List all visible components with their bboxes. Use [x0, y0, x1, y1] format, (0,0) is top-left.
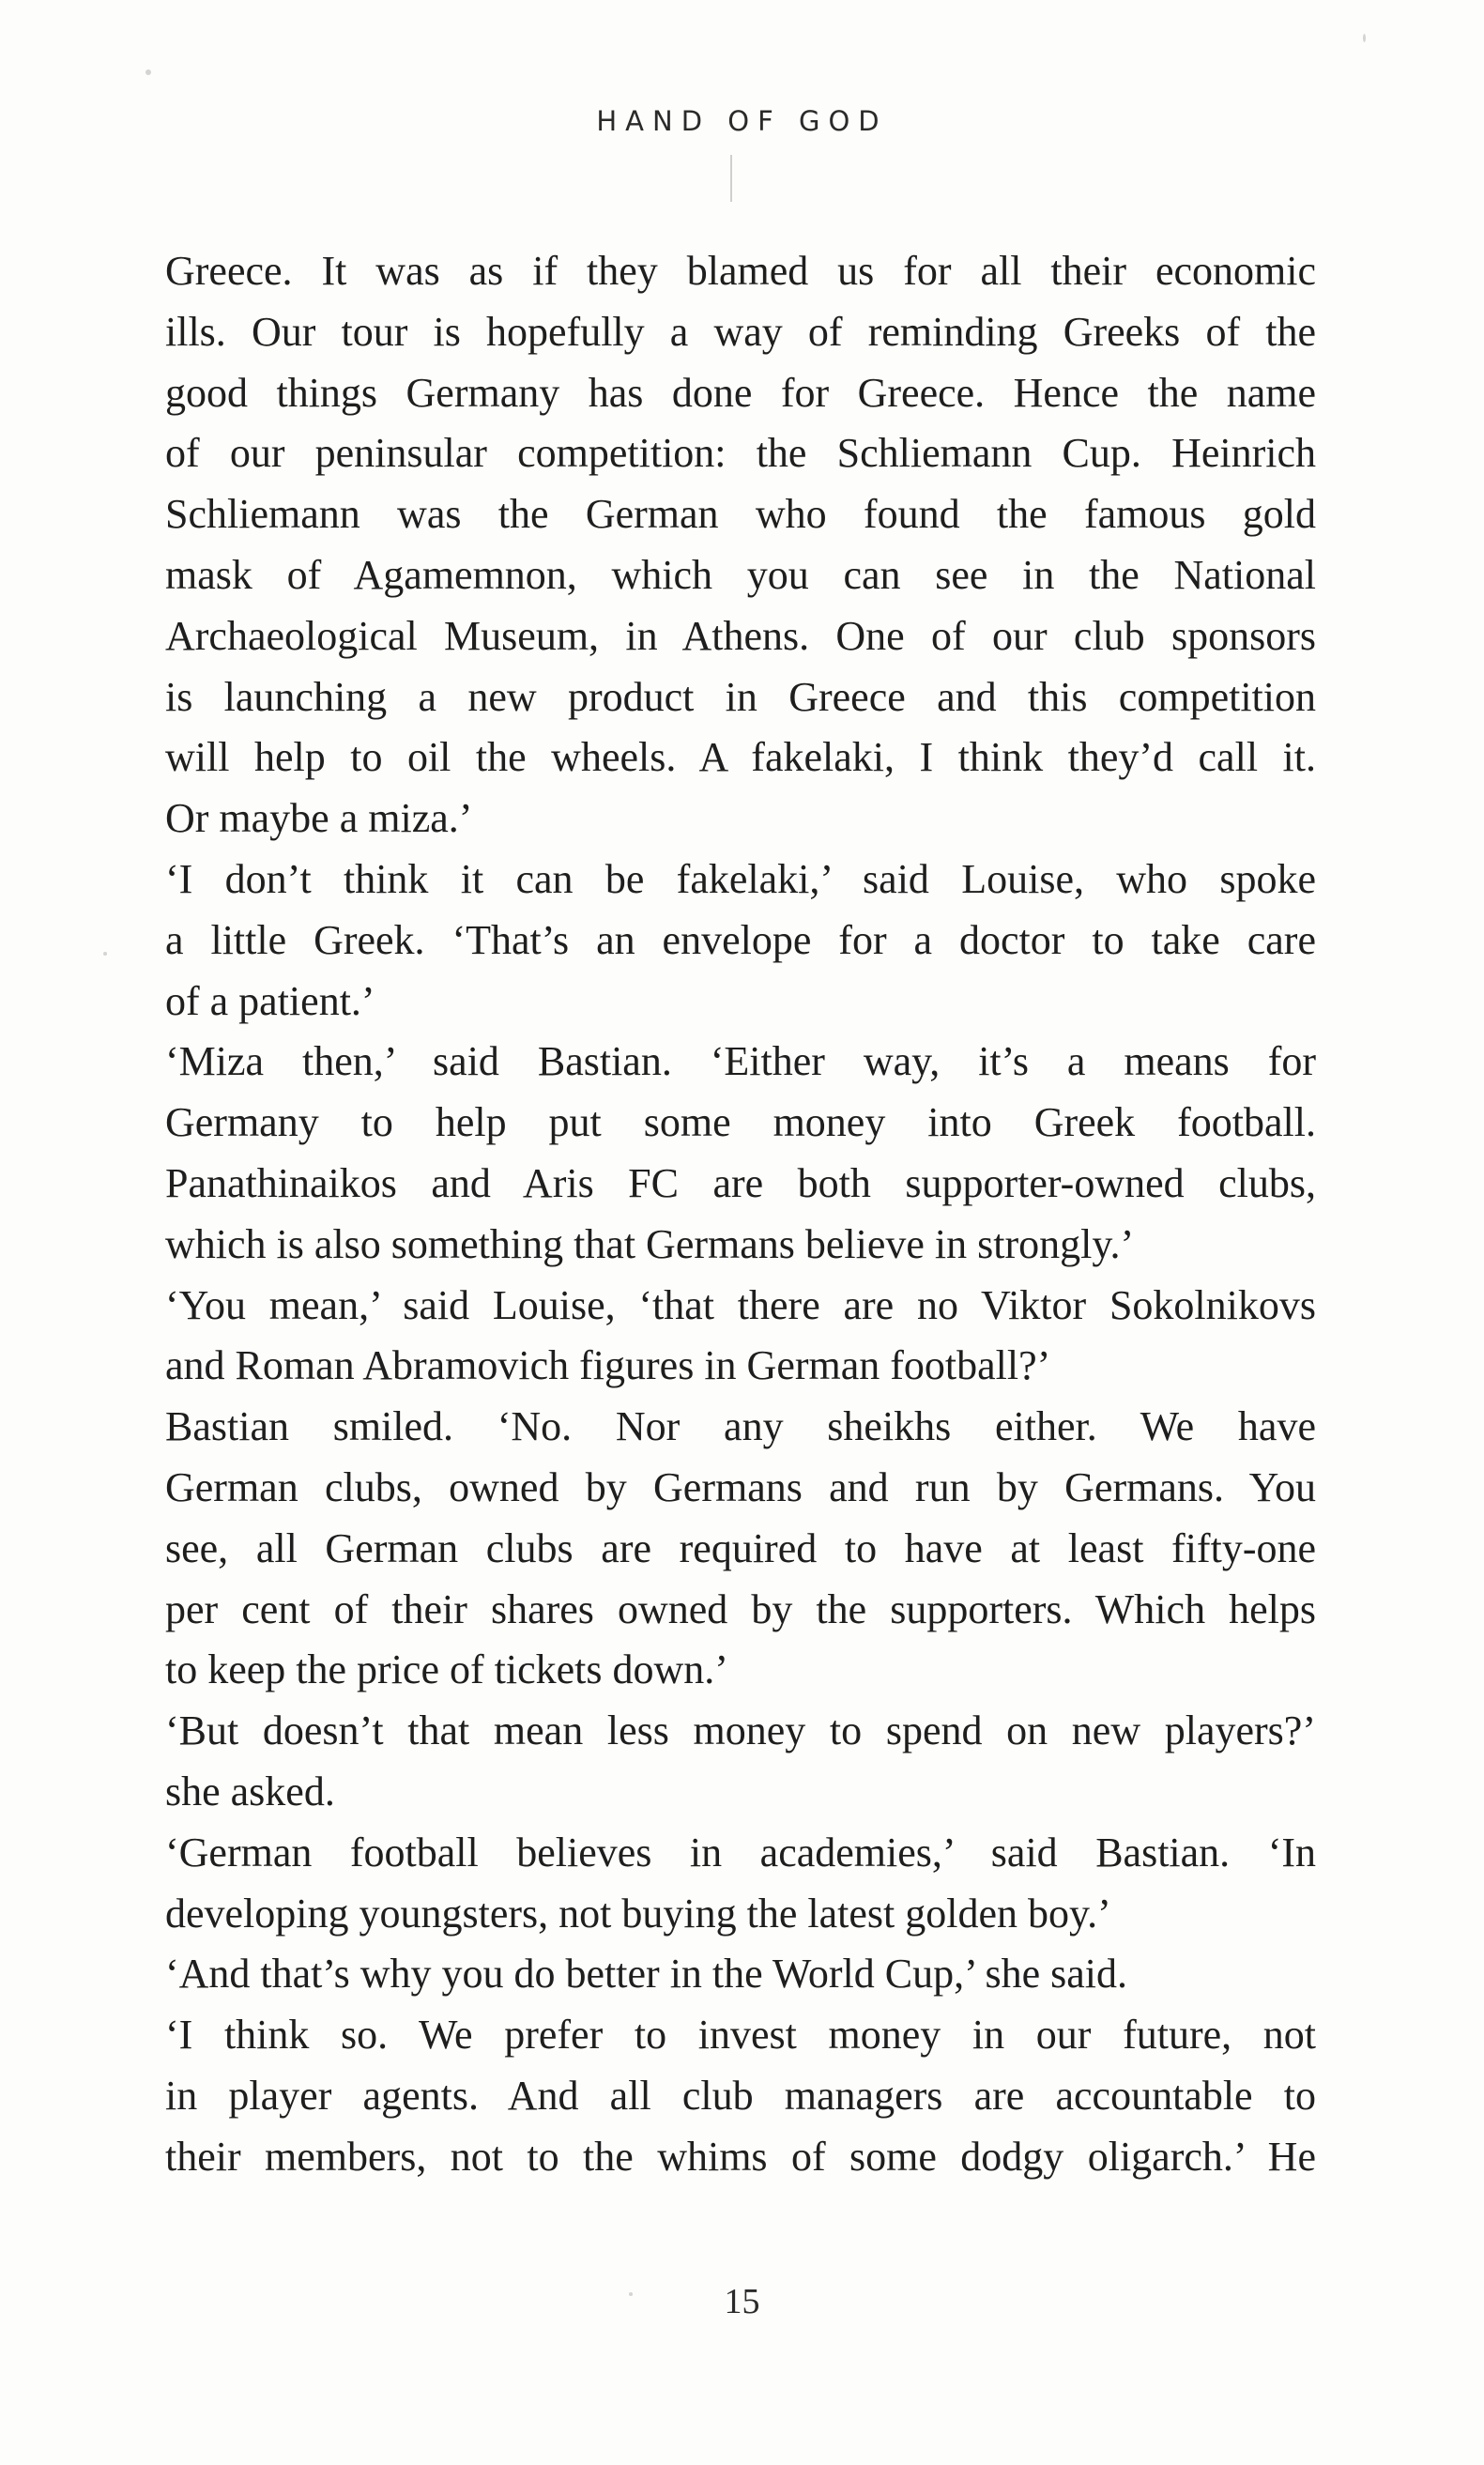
text-line: will help to oil the wheels. A fakelaki, I think they’d call it.	[165, 734, 1316, 781]
page-number: 15	[724, 2282, 760, 2321]
text-line: see, all German clubs are required to have at least fifty-one	[165, 1524, 1316, 1571]
text-line: to keep the price of tickets down.’	[165, 1646, 728, 1693]
text-line: is launching a new product in Greece and this competition	[165, 673, 1316, 720]
text-line: ills. Our tour is hopefully a way of reminding Greeks of the	[165, 308, 1316, 355]
paragraph	[165, 241, 1316, 850]
text-line: good things Germany has done for Greece. Hence the name	[165, 369, 1316, 416]
text-line: in player agents. And all club managers are accountable to	[165, 2072, 1316, 2119]
paragraph	[165, 1276, 1316, 1398]
text-line: ‘German football believes in academies,’ said Bastian. ‘In	[165, 1829, 1316, 1876]
text-line: ‘And that’s why you do better in the World Cup,’ she said.	[165, 1951, 1128, 1998]
paragraph	[165, 1823, 1316, 1945]
paragraph	[165, 1032, 1316, 1275]
text-line: developing youngsters, not buying the latest golden boy.’	[165, 1890, 1111, 1937]
text-line: Schliemann was the German who found the famous gold	[165, 491, 1316, 538]
text-line: ‘But doesn’t that mean less money to spend on new players?’	[165, 1707, 1316, 1754]
text-line: Germany to help put some money into Greek football.	[165, 1099, 1316, 1146]
text-line: which is also something that Germans believe in strongly.’	[165, 1220, 1135, 1267]
gutter-mark	[730, 155, 732, 202]
paper-speck	[629, 2292, 633, 2296]
text-line: ‘I think so. We prefer to invest money in our future, not	[165, 2012, 1316, 2059]
paper-speck	[1363, 34, 1366, 42]
text-line: Or maybe a miza.’	[165, 795, 473, 842]
paragraph	[165, 850, 1316, 1032]
text-line: of our peninsular competition: the Schliemann Cup. Heinrich	[165, 430, 1316, 477]
text-line: ‘You mean,’ said Louise, ‘that there are no Viktor Sokolnikovs	[165, 1281, 1316, 1328]
text-line: Bastian smiled. ‘No. Nor any sheikhs either. We have	[165, 1403, 1316, 1450]
text-line: German clubs, owned by Germans and run by Germans. You	[165, 1463, 1316, 1510]
paper-speck	[145, 69, 151, 75]
text-line: she asked.	[165, 1768, 335, 1814]
text-line: of a patient.’	[165, 977, 375, 1024]
text-line: ‘Miza then,’ said Bastian. ‘Either way, it’s a means for	[165, 1038, 1316, 1085]
paragraph	[165, 1397, 1316, 1701]
text-line: mask of Agamemnon, which you can see in the National	[165, 551, 1316, 598]
text-line: Archaeological Museum, in Athens. One of our club sponsors	[165, 612, 1316, 659]
text-line: ‘I don’t think it can be fakelaki,’ said Louise, who spoke	[165, 855, 1316, 902]
text-line: Panathinaikos and Aris FC are both supporter-owned clubs,	[165, 1159, 1316, 1206]
paragraph	[165, 1944, 1316, 2005]
text-line: a little Greek. ‘That’s an envelope for a doctor to take care	[165, 916, 1316, 963]
paper-speck	[103, 952, 107, 956]
running-head: HAND OF GOD	[596, 105, 888, 137]
text-line: and Roman Abramovich figures in German football?’	[165, 1342, 1051, 1389]
text-line: Greece. It was as if they blamed us for all their economic	[165, 248, 1316, 294]
body-text	[165, 241, 1316, 2188]
text-line: their members, not to the whims of some dodgy oligarch.’ He	[165, 2133, 1316, 2180]
text-line: per cent of their shares owned by the supporters. Which helps	[165, 1585, 1316, 1632]
paragraph	[165, 1701, 1316, 1823]
paragraph	[165, 2005, 1316, 2187]
